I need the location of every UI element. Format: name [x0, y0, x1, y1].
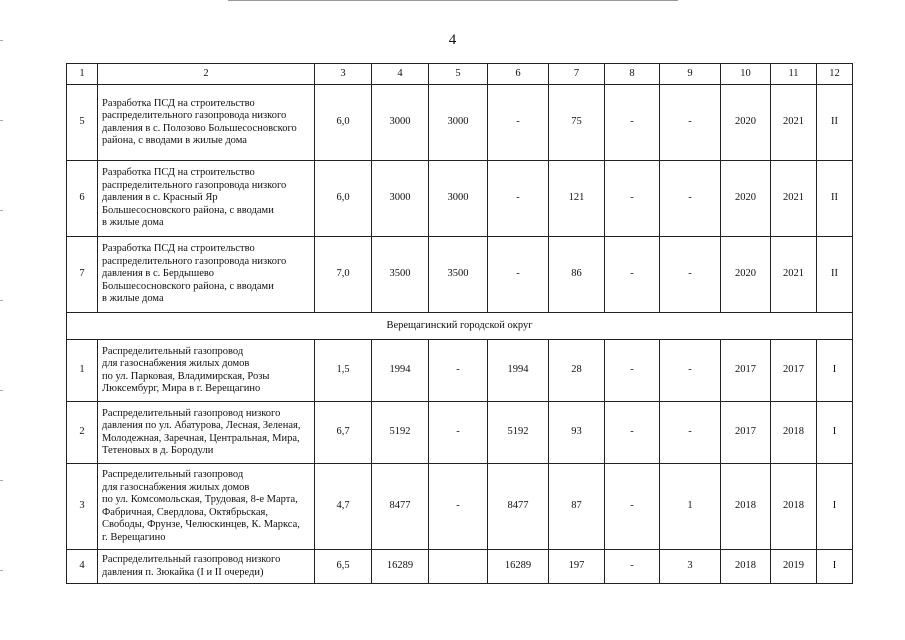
row-number-cell: 2: [67, 402, 98, 464]
description-line: давления п. Зюкайка (I и II очереди): [102, 566, 264, 578]
table-row: [67, 237, 853, 313]
value-cell-col-9: -: [660, 340, 721, 402]
value-cell-col-10: 2017: [721, 402, 771, 464]
value-cell-col-6: 16289: [488, 550, 549, 584]
description-line: давления в с. Красный Яр: [102, 192, 218, 204]
row-number-cell: 1: [67, 340, 98, 402]
column-header-5: 5: [429, 64, 488, 85]
value-cell-col-10: 2020: [721, 85, 771, 161]
row-number-cell: 5: [67, 85, 98, 161]
description-line: давления в с. Полозово Большесосновского: [102, 122, 297, 134]
value-cell-col-8: -: [605, 237, 660, 313]
value-cell-col-12: I: [817, 402, 853, 464]
value-cell-col-12: II: [817, 237, 853, 313]
description-line: по ул. Парковая, Владимирская, Розы: [102, 370, 270, 382]
value-cell-col-12: I: [817, 340, 853, 402]
value-cell-col-3: 7,0: [315, 237, 372, 313]
value-cell-col-4: 3500: [372, 237, 429, 313]
table-row: [67, 550, 853, 584]
description-line: Большесосновского района, с вводами: [102, 280, 274, 292]
value-cell-col-6: -: [488, 237, 549, 313]
value-cell-col-12: I: [817, 550, 853, 584]
column-header-1: 1: [67, 64, 98, 85]
object-description-cell: [98, 464, 315, 550]
value-cell-col-4: 8477: [372, 464, 429, 550]
row-number-cell: 7: [67, 237, 98, 313]
table-row: [67, 85, 853, 161]
value-cell-col-3: 6,0: [315, 85, 372, 161]
value-cell-col-11: 2021: [771, 85, 817, 161]
value-cell-col-8: -: [605, 85, 660, 161]
value-cell-col-10: 2020: [721, 237, 771, 313]
description-line: Разработка ПСД на строительство: [102, 167, 255, 179]
column-header-3: 3: [315, 64, 372, 85]
value-cell-col-12: II: [817, 85, 853, 161]
value-cell-col-5: -: [429, 402, 488, 464]
value-cell-col-9: 1: [660, 464, 721, 550]
value-cell-col-7: 93: [549, 402, 605, 464]
value-cell-col-5: [429, 550, 488, 584]
description-line: распределительного газопровода низкого: [102, 255, 287, 267]
description-line: Свободы, Фрунзе, Челюскинцев, К. Маркса,: [102, 519, 300, 530]
object-description-cell: [98, 550, 315, 584]
description-line: Большесосновского района, с вводами: [102, 204, 274, 216]
value-cell-col-6: 5192: [488, 402, 549, 464]
value-cell-col-11: 2021: [771, 237, 817, 313]
scan-top-edge: [228, 0, 678, 1]
value-cell-col-10: 2020: [721, 161, 771, 237]
column-number-header-row: [67, 64, 853, 85]
value-cell-col-8: -: [605, 161, 660, 237]
value-cell-col-9: -: [660, 402, 721, 464]
value-cell-col-9: -: [660, 161, 721, 237]
value-cell-col-4: 16289: [372, 550, 429, 584]
value-cell-col-3: 1,5: [315, 340, 372, 402]
value-cell-col-8: -: [605, 550, 660, 584]
section-title: Верещагинский городской округ: [67, 313, 853, 340]
value-cell-col-8: -: [605, 464, 660, 550]
value-cell-col-3: 6,5: [315, 550, 372, 584]
value-cell-col-10: 2018: [721, 550, 771, 584]
value-cell-col-11: 2018: [771, 402, 817, 464]
value-cell-col-6: 8477: [488, 464, 549, 550]
description-line: г. Верещагино: [102, 531, 166, 543]
object-description-cell: [98, 237, 315, 313]
value-cell-col-10: 2017: [721, 340, 771, 402]
column-header-12: 12: [817, 64, 853, 85]
value-cell-col-8: -: [605, 402, 660, 464]
description-line: в жилые дома: [102, 293, 164, 305]
description-line: Разработка ПСД на строительство: [102, 243, 255, 255]
description-line: района, с вводами в жилые дома: [102, 135, 247, 146]
value-cell-col-5: 3500: [429, 237, 488, 313]
value-cell-col-7: 28: [549, 340, 605, 402]
value-cell-col-9: -: [660, 237, 721, 313]
object-description-cell: [98, 85, 315, 161]
description-line: Люксембург, Мира в г. Верещагино: [102, 383, 261, 394]
value-cell-col-11: 2019: [771, 550, 817, 584]
table-row: [67, 464, 853, 550]
description-line: Молодежная, Заречная, Центральная, Мира,: [102, 432, 300, 444]
column-header-11: 11: [771, 64, 817, 85]
description-line: в жилые дома: [102, 217, 164, 229]
column-header-9: 9: [660, 64, 721, 85]
column-header-10: 10: [721, 64, 771, 85]
value-cell-col-6: -: [488, 85, 549, 161]
description-line: Распределительный газопровод: [102, 469, 244, 480]
value-cell-col-3: 4,7: [315, 464, 372, 550]
object-description-cell: [98, 402, 315, 464]
value-cell-col-8: -: [605, 340, 660, 402]
description-line: Разработка ПСД на строительство: [102, 97, 255, 109]
description-line: давления по ул. Абатурова, Лесная, Зеленая,: [102, 420, 301, 431]
value-cell-col-12: I: [817, 464, 853, 550]
column-header-2: 2: [98, 64, 315, 85]
description-line: Распределительный газопровод: [102, 345, 244, 357]
value-cell-col-6: -: [488, 161, 549, 237]
column-header-8: 8: [605, 64, 660, 85]
value-cell-col-10: 2018: [721, 464, 771, 550]
description-line: Распределительный газопровод низкого: [102, 554, 281, 565]
value-cell-col-9: 3: [660, 550, 721, 584]
row-number-cell: 6: [67, 161, 98, 237]
value-cell-col-7: 121: [549, 161, 605, 237]
value-cell-col-5: -: [429, 340, 488, 402]
value-cell-col-12: II: [817, 161, 853, 237]
description-line: для газоснабжения жилых домов: [102, 358, 250, 369]
value-cell-col-7: 87: [549, 464, 605, 550]
description-line: Распределительный газопровод низкого: [102, 407, 281, 419]
description-line: распределительного газопровода низкого: [102, 110, 287, 121]
gas-pipeline-table: [66, 63, 853, 584]
value-cell-col-11: 2018: [771, 464, 817, 550]
value-cell-col-11: 2021: [771, 161, 817, 237]
value-cell-col-7: 86: [549, 237, 605, 313]
value-cell-col-4: 3000: [372, 85, 429, 161]
value-cell-col-6: 1994: [488, 340, 549, 402]
row-number-cell: 3: [67, 464, 98, 550]
column-header-7: 7: [549, 64, 605, 85]
value-cell-col-9: -: [660, 85, 721, 161]
description-line: для газоснабжения жилых домов: [102, 481, 250, 493]
value-cell-col-5: 3000: [429, 161, 488, 237]
value-cell-col-3: 6,7: [315, 402, 372, 464]
value-cell-col-3: 6,0: [315, 161, 372, 237]
object-description-cell: [98, 340, 315, 402]
column-header-6: 6: [488, 64, 549, 85]
value-cell-col-5: 3000: [429, 85, 488, 161]
table-row: [67, 161, 853, 237]
table-row: [67, 340, 853, 402]
table-row: [67, 402, 853, 464]
value-cell-col-5: -: [429, 464, 488, 550]
value-cell-col-4: 5192: [372, 402, 429, 464]
value-cell-col-4: 1994: [372, 340, 429, 402]
description-line: давления в с. Бердышево: [102, 268, 214, 280]
section-header-row: [67, 313, 853, 340]
object-description-cell: [98, 161, 315, 237]
description-line: Фабричная, Свердлова, Октябрьская,: [102, 506, 268, 518]
description-line: распределительного газопровода низкого: [102, 179, 287, 191]
description-line: Тетеновых в д. Бородули: [102, 445, 214, 456]
value-cell-col-7: 197: [549, 550, 605, 584]
value-cell-col-11: 2017: [771, 340, 817, 402]
page-number: 4: [448, 32, 457, 48]
row-number-cell: 4: [67, 550, 98, 584]
description-line: по ул. Комсомольская, Трудовая, 8-е Марта,: [102, 494, 298, 505]
scan-left-edge-marks: [0, 0, 3, 640]
value-cell-col-7: 75: [549, 85, 605, 161]
column-header-4: 4: [372, 64, 429, 85]
value-cell-col-4: 3000: [372, 161, 429, 237]
